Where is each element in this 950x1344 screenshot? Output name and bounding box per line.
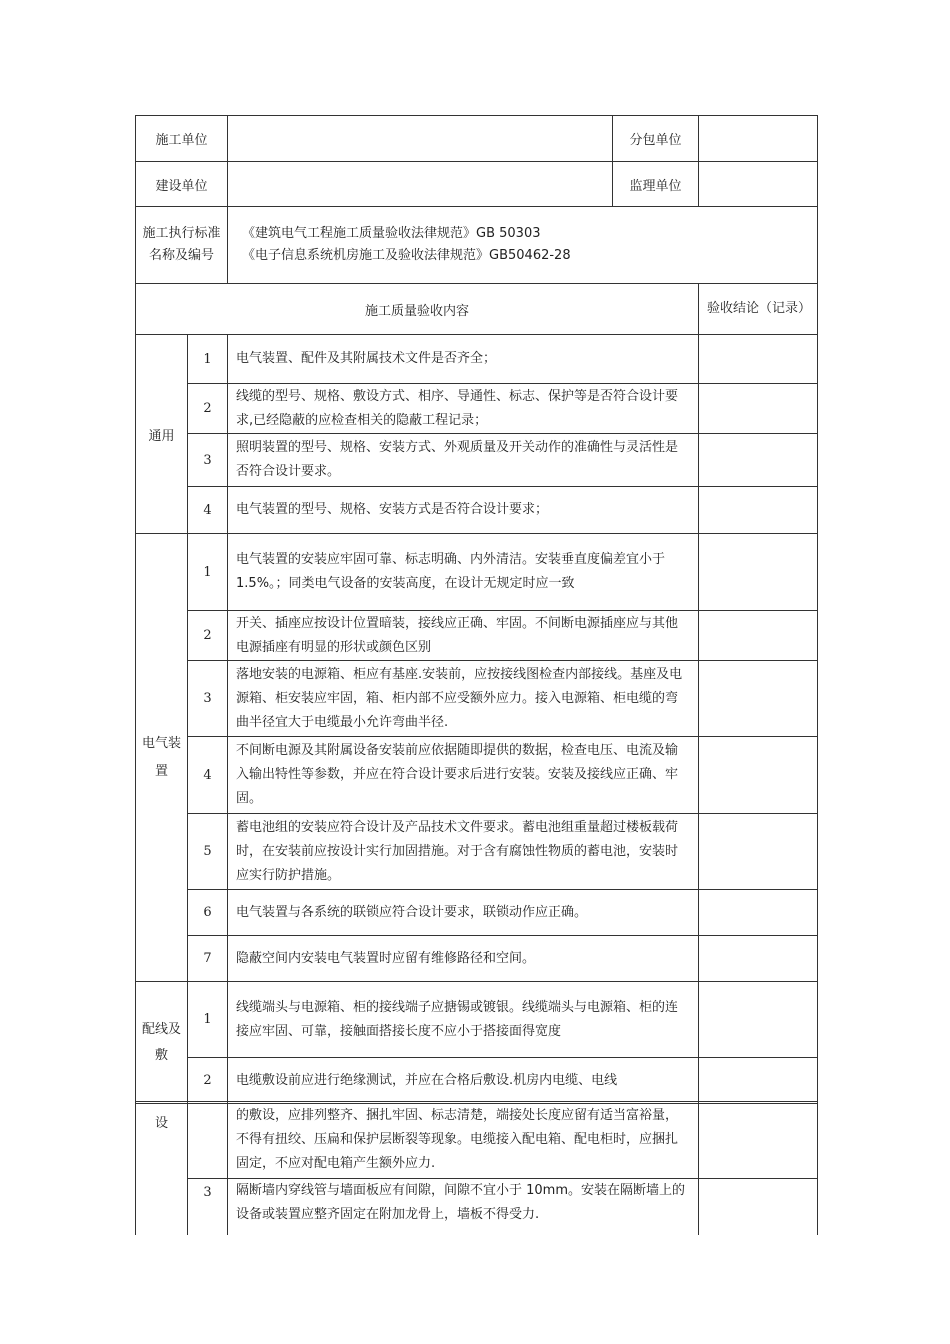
result-cell[interactable] (699, 1058, 818, 1104)
result-cell[interactable] (699, 890, 818, 936)
subcontract-unit-label: 分包单位 (613, 116, 699, 162)
result-cell[interactable] (699, 534, 818, 611)
construction-unit-label: 施工单位 (136, 116, 228, 162)
result-cell[interactable] (699, 611, 818, 661)
item-number: 6 (188, 890, 228, 936)
section-general-title: 通用 (136, 335, 188, 534)
item-number: 1 (188, 335, 228, 384)
item-text-cont: 的敷设，应排列整齐、捆扎牢固、标志清楚，端接处长度应留有适当富裕量，不得有扭绞、压扁和保护层断裂等现象。电缆接入配电箱、配电柜时，应捆扎固定，不应对配电箱产生额外应力. (228, 1102, 699, 1179)
result-cell[interactable] (699, 1102, 818, 1179)
owner-unit-value[interactable] (228, 162, 613, 207)
standard-list (228, 207, 818, 284)
result-cell[interactable] (699, 814, 818, 890)
construction-unit-value[interactable] (228, 116, 613, 162)
result-cell[interactable] (699, 982, 818, 1058)
item-text: 不间断电源及其附属设备安装前应依据随即提供的数据，检查电压、电流及输入输出特性等参数，并应在符合设计要求后进行安装。安装及接线应正确、牢固。 (228, 737, 699, 814)
acceptance-table (135, 115, 818, 1104)
standard-line: 《电子信息系统机房施工及验收法律规范》GB50462-28 (242, 248, 571, 263)
acceptance-table-continued (135, 1101, 818, 1235)
section-electrical-title: 电气装置 (136, 534, 188, 982)
item-text: 电气装置的型号、规格、安装方式是否符合设计要求； (228, 487, 699, 534)
item-number-empty (188, 1102, 228, 1179)
item-text: 线缆端头与电源箱、柜的接线端子应搪锡或镀银。线缆端头与电源箱、柜的连接应牢固、可靠，接触面搭接长度不应小于搭接面得宽度 (228, 982, 699, 1058)
section-wiring-title-cont: 设 (136, 1102, 188, 1235)
item-text: 电气装置的安装应牢固可靠、标志明确、内外清洁。安装垂直度偏差宜小于 1.5%。；同类电气设备的安装高度，在设计无规定时应一致 (228, 534, 699, 611)
item-number: 3 (188, 661, 228, 737)
item-number: 2 (188, 611, 228, 661)
result-cell[interactable] (699, 1179, 818, 1235)
item-number: 7 (188, 936, 228, 982)
result-cell[interactable] (699, 487, 818, 534)
result-cell[interactable] (699, 335, 818, 384)
item-number: 2 (188, 1058, 228, 1104)
standard-line: 《建筑电气工程施工质量验收法律规范》GB 50303 (242, 226, 541, 241)
item-number: 4 (188, 737, 228, 814)
item-text: 隐蔽空间内安装电气装置时应留有维修路径和空间。 (228, 936, 699, 982)
item-text: 线缆的型号、规格、敷设方式、相序、导通性、标志、保护等是否符合设计要求,已经隐蔽的应检查相关的隐蔽工程记录； (228, 384, 699, 434)
result-cell[interactable] (699, 384, 818, 434)
item-number: 5 (188, 814, 228, 890)
item-text: 电气装置与各系统的联锁应符合设计要求，联锁动作应正确。 (228, 890, 699, 936)
item-text: 照明装置的型号、规格、安装方式、外观质量及开关动作的准确性与灵活性是否符合设计要求。 (228, 434, 699, 487)
item-text: 落地安装的电源箱、柜应有基座.安装前，应按接线图检查内部接线。基座及电源箱、柜安装应牢固，箱、柜内部不应受额外应力。接入电源箱、柜电缆的弯曲半径宜大于电缆最小允许弯曲半径. (228, 661, 699, 737)
item-number: 2 (188, 384, 228, 434)
supervision-unit-label: 监理单位 (613, 162, 699, 207)
item-text: 蓄电池组的安装应符合设计及产品技术文件要求。蓄电池组重量超过楼板载荷时，在安装前应按设计实行加固措施。对于含有腐蚀性物质的蓄电池，安装时应实行防护措施。 (228, 814, 699, 890)
supervision-unit-value[interactable] (699, 162, 818, 207)
item-number: 1 (188, 534, 228, 611)
subcontract-unit-value[interactable] (699, 116, 818, 162)
result-cell[interactable] (699, 936, 818, 982)
item-number: 3 (188, 434, 228, 487)
item-text: 开关、插座应按设计位置暗装，接线应正确、牢固。不间断电源插座应与其他电源插座有明显的形状或颜色区别 (228, 611, 699, 661)
item-text: 电缆敷设前应进行绝缘测试，并应在合格后敷设.机房内电缆、电线 (228, 1058, 699, 1104)
section-wiring-title: 配线及敷 (136, 982, 188, 1104)
result-cell[interactable] (699, 661, 818, 737)
item-number: 4 (188, 487, 228, 534)
owner-unit-label: 建设单位 (136, 162, 228, 207)
result-cell[interactable] (699, 737, 818, 814)
item-text: 电气装置、配件及其附属技术文件是否齐全； (228, 335, 699, 384)
standard-label: 施工执行标准名称及编号 (136, 207, 228, 284)
content-header: 施工质量验收内容 (136, 284, 699, 335)
item-number: 3 (188, 1179, 228, 1235)
result-header: 验收结论（记录） (699, 284, 818, 335)
item-text: 隔断墙内穿线管与墙面板应有间隙，间隙不宜小于 10mm。安装在隔断墙上的设备或装置应整齐固定在附加龙骨上，墙板不得受力. (228, 1179, 699, 1235)
item-number: 1 (188, 982, 228, 1058)
result-cell[interactable] (699, 434, 818, 487)
